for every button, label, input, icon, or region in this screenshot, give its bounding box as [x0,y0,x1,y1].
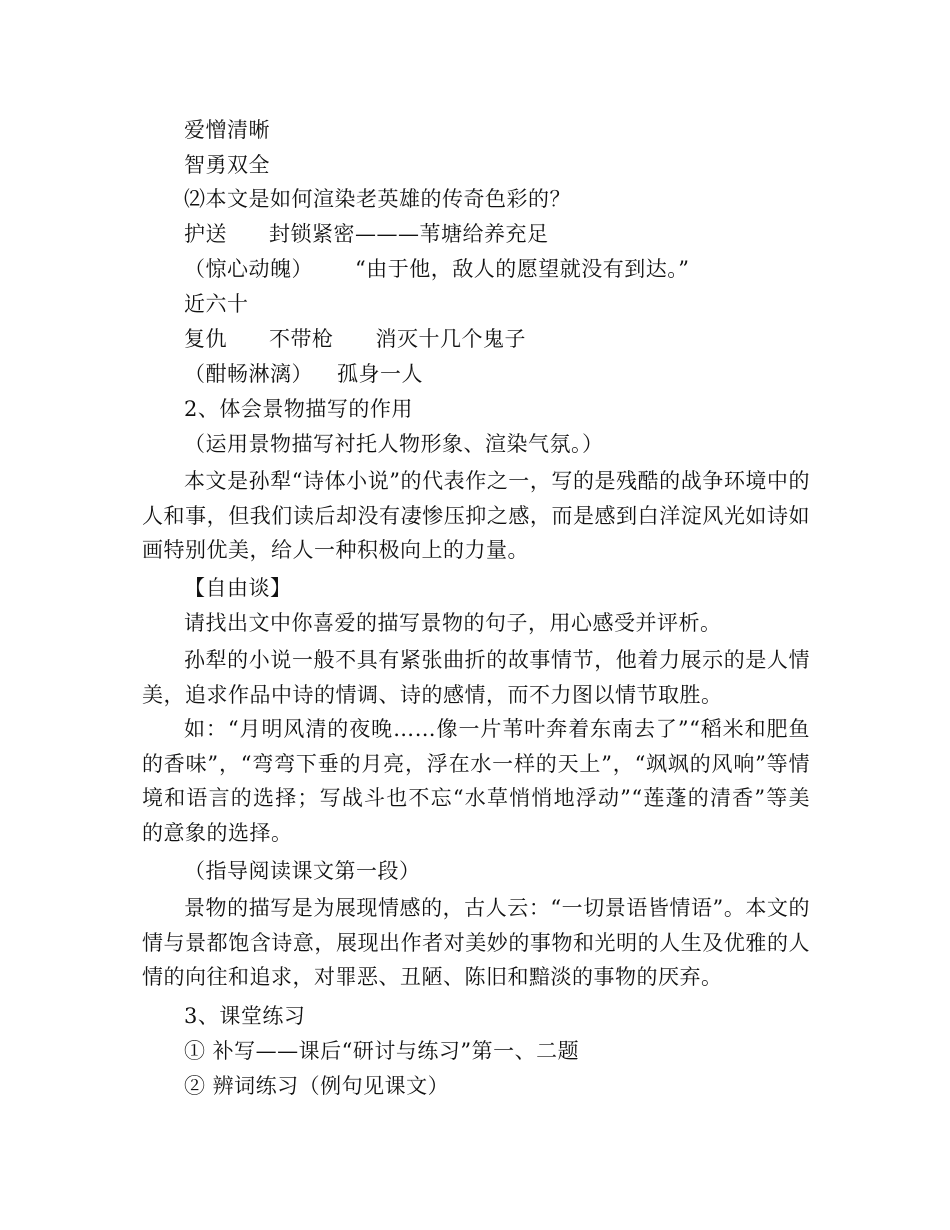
paragraph-renqingmei: 孙犁的小说一般不具有紧张曲折的故事情节，他着力展示的是人情美，追求作品中诗的情调、诗的感情，而不力图以情节取胜。 [142,648,810,707]
exercise-item-2: ② 辨词练习（例句见课文） [184,1074,450,1098]
text-line-jingxin [184,254,689,284]
section-2-heading: 2、体会景物描写的作用 [184,397,413,421]
text-line-husong [184,219,549,249]
text-line-qingzhao: 请找出文中你喜爱的描写景物的句子，用心感受并评析。 [184,611,722,635]
text-gushen: 孤身一人 [337,362,423,386]
text-quote-diren: “由于他，敌人的愿望就没有到达。” [355,257,690,281]
text-hanchang: （酣畅淋漓） [184,362,313,386]
text-line-jinliushi: 近六十 [184,292,249,316]
text-line-hanchang [184,359,423,389]
text-line-fuchou [184,324,526,354]
text-fengsuo: 封锁紧密———苇塘给养充足 [269,222,549,246]
text-jingxin: （惊心动魄） [184,257,313,281]
text-fuchou: 复仇 [184,327,227,351]
paragraph-examples: 如：“月明风清的夜晚……像一片苇叶奔着东南去了”“稻米和肥鱼的香味”，“弯弯下垂的月亮，浮在水一样的天上”，“飒飒的风响”等情境和语言的选择；写战斗也不忘“水草悄悄地浮动”“莲蓬的清香”等美的意象的选择。 [142,717,810,845]
question-2-line: ⑵本文是如何渲染老英雄的传奇色彩的？ [184,187,571,211]
paragraph-shiti-xiaoshuo: 本文是孙犁“诗体小说”的代表作之一，写的是残酷的战争环境中的人和事，但我们读后却没有凄惨压抑之感，而是感到白洋淀风光如诗如画特别优美，给人一种积极向上的力量。 [142,469,810,562]
text-line-zhidao: （指导阅读课文第一段） [184,859,421,883]
text-line-yunyong: （运用景物描写衬托人物形象、渲染气氛。） [184,432,604,456]
paragraph-jingyu-qingyu: 景物的描写是为展现情感的，古人云：“一切景语皆情语”。本文的情与景都饱含诗意，展现出作者对美妙的事物和光明的人生及优雅的人情的向往和追求，对罪恶、丑陋、陈旧和黯淡的事物的厌弃。 [142,896,810,989]
text-husong: 护送 [184,222,227,246]
text-budaiqiang: 不带枪 [269,327,334,351]
exercise-item-1: ① 补写——课后“研讨与练习”第一、二题 [184,1039,580,1063]
text-line-aizeng: 爱憎清晰 [184,118,270,142]
text-line-zhiyong: 智勇双全 [184,153,270,177]
section-3-heading: 3、课堂练习 [184,1004,306,1028]
section-ziyoutan-heading: 【自由谈】 [184,576,292,600]
text-xiaomie: 消灭十几个鬼子 [375,327,526,351]
